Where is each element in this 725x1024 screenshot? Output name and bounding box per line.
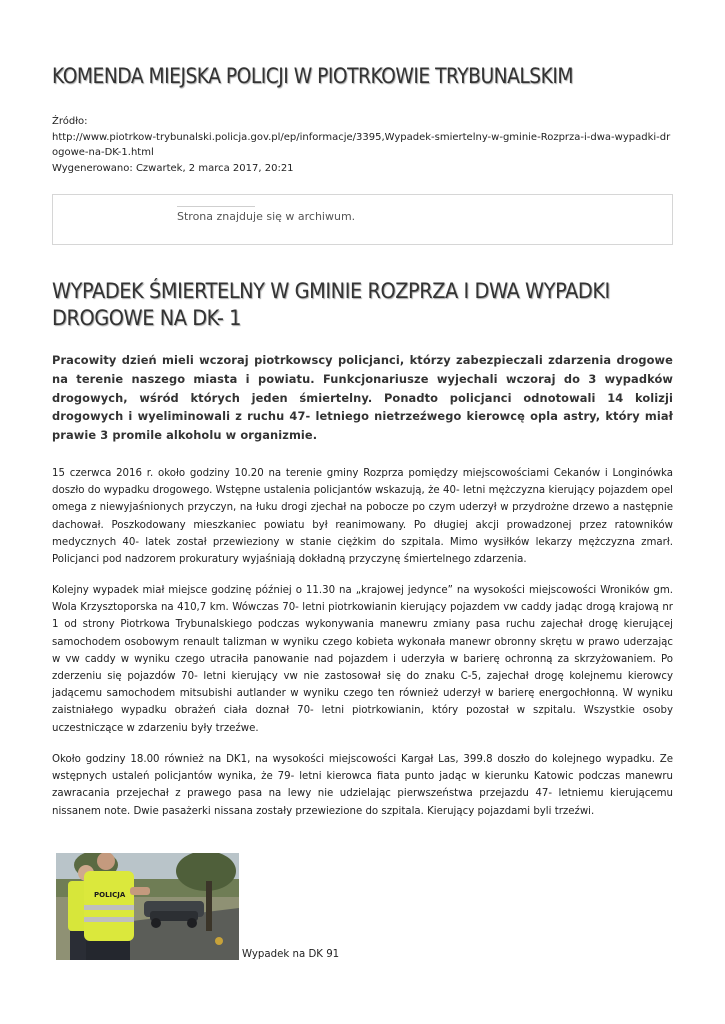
archive-notice: Strona znajduje się w archiwum. — [177, 210, 356, 223]
article-title: WYPADEK ŚMIERTELNY W GMINIE ROZPRZA I DWA WYPADKI DROGOWE NA DK- 1 — [52, 279, 610, 331]
site-title: KOMENDA MIEJSKA POLICJI W PIOTRKOWIE TRYBUNALSKIM — [52, 64, 573, 89]
archive-notice-box — [52, 194, 673, 245]
accident-photo-image — [56, 853, 239, 960]
article-paragraph-1 — [52, 465, 673, 568]
source-url[interactable]: http://www.piotrkow-trybunalski.policja.gov.pl/ep/informacje/3395,Wypadek-smiertelny-w-gminie-Rozprza-i-dwa-wypadki-drogowe-na-DK-1.html — [52, 131, 671, 158]
paragraph-text: 15 czerwca 2016 r. około godziny 10.20 na terenie gminy Rozprza pomiędzy miejscowościami Cekanów i Longinówka doszło do wypadku drogowego. Wstępne ustalenia policjantów wskazują, że 40- letni mężczyzna kierujący pojazdem opel omega z niewyjaśnionych przyczyn, na łuku drogi zjechał na pobocze po czym uderzył w przydrożne drzewo a następnie dachował. Poszkodowany mieszkaniec powiatu był reanimowany. Po długiej akcji prowadzonej przez ratowników medycznych 40- latek został przewieziony w stanie ciężkim do szpitala. Mimo wysiłków lekarzy mężczyzna zmarł. Policjanci pod nadzorem prokuratury wyjaśniają dokładną przyczynę śmiertelnego zdarzenia. — [52, 468, 673, 566]
source-label: Źródło: — [52, 116, 88, 127]
paragraph-text: Kolejny wypadek miał miejsce godzinę później o 11.30 na „krajowej jedynce” na wysokości miejscowości Wroników gm. Wola Krzysztoporska na 410,7 km. Wówczas 70- letni piotrkowianin kierujący pojazdem vw caddy jadąc drogą krajową nr 1 od strony Piotrkowa Trybunalskiego podczas wykonywania manewru zmiany pasa ruchu zajechał drogę kierującej samochodem osobowym renault talizman w wyniku czego kobieta wykonała manewr obronny skrętu w prawo uderzając w vw caddy w wyniku czego utraciła panowanie nad pojazdem i uderzyła w barierę ochronną za skrzyżowaniem. Po zderzeniu się pojazdów 70- letni kierujący vw nie zastosował się do znaku C-5, zajechał drogę kolejnemu kierowcy jadącemu samochodem mitsubishi autlander w wyniku czego ten również uderzył w barierę energochłonną. W wyniku zaistniałego wypadku obrażeń ciała doznał 70- letni piotrkowianin, który pozostał w szpitalu. Wszystkie osoby uczestniczące w zdarzeniu były trzeźwe. — [52, 585, 673, 734]
photo-caption: Wypadek na DK 91 — [242, 949, 340, 960]
archive-divider — [177, 206, 255, 207]
paragraph-text: Około godziny 18.00 również na DK1, na wysokości miejscowości Kargał Las, 399.8 doszło do kolejnego wypadku. Ze wstępnych ustaleń policjantów wynika, że 79- letni kierowca fiata punto jadąc w kierunku Katowic podczas manewru zawracania przejechał z prawego pasa na lewy nie udzielając pierwszeństwa przejazdu 47- letniemu kierującemu nissanem note. Dwie pasażerki nissana zostały przewiezione do szpitala. Kierujący pojazdami byli trzeźwi. — [52, 754, 673, 817]
vest-text: POLICJA — [94, 891, 126, 899]
article-paragraph-2 — [52, 582, 673, 737]
article-paragraph-3 — [52, 751, 673, 820]
article-lead: Pracowity dzień mieli wczoraj piotrkowscy policjanci, którzy zabezpieczali zdarzenia drogowe na terenie naszego miasta i powiatu. Funkcjonariusze wyjechali wczoraj do 3 wypadków drogowych, wśród których jeden śmiertelny. Ponadto policjanci odnotowali 14 kolizji drogowych i wyeliminowali z ruchu 47- letniego nietrzeźwego kierowcę opla astry, który miał prawie 3 promile alkoholu w organizmie. — [52, 353, 673, 443]
accident-photo — [56, 853, 239, 960]
generated-date: Wygenerowano: Czwartek, 2 marca 2017, 20:21 — [52, 162, 294, 174]
source-meta — [52, 114, 673, 176]
